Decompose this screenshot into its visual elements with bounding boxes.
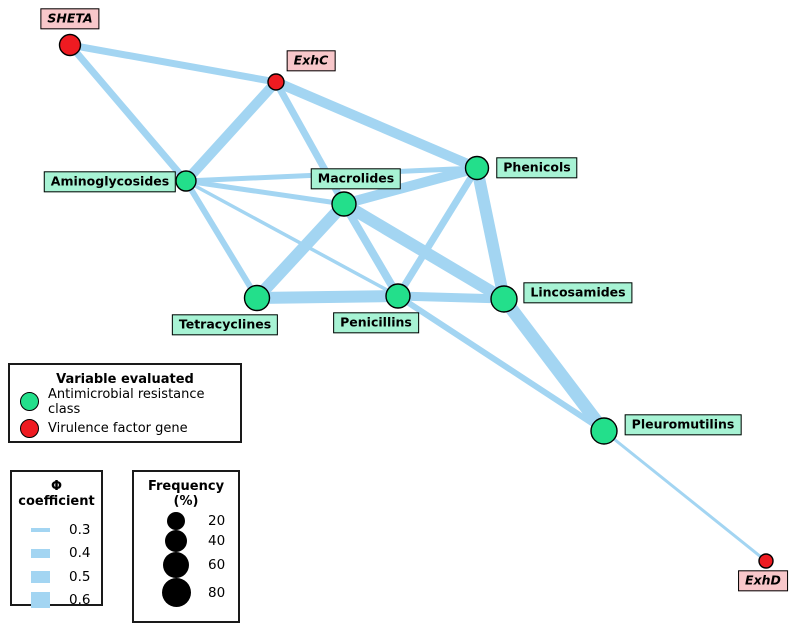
node-label-SHETA: SHETA [40, 8, 99, 29]
phi-bar-0 [31, 528, 50, 533]
freq-circle-2 [163, 552, 189, 578]
freq-row-1 [134, 530, 238, 552]
amr-class-label: Antimicrobial resistance class [48, 386, 205, 417]
freq-circle-3 [162, 578, 191, 607]
edge-Macrolides-Tetracyclines [257, 204, 344, 298]
phi-value-0: 0.3 [69, 521, 91, 538]
freq-value-1: 40 [208, 533, 226, 549]
node-label-Penicillins: Penicillins [333, 312, 419, 333]
freq-value-3: 80 [208, 584, 226, 601]
legend-phi-title: Φ coefficient [18, 479, 95, 509]
phi-value-3: 0.6 [69, 592, 91, 609]
virulence-gene-swatch-icon [20, 419, 39, 438]
legend-variable-title: Variable evaluated [56, 372, 194, 387]
freq-value-0: 20 [208, 513, 226, 529]
phi-row-3 [12, 589, 101, 613]
legend-frequency [132, 470, 240, 623]
node-Aminoglycosides [176, 171, 196, 191]
freq-row-0 [134, 512, 238, 530]
phi-bar-3 [31, 592, 50, 608]
frequency-rows [134, 512, 238, 607]
node-label-ExhD: ExhD [738, 570, 788, 591]
freq-value-2: 60 [208, 557, 226, 573]
edge-Penicillins-Lincosamides [398, 296, 504, 299]
phi-row-0 [12, 518, 101, 542]
node-label-Lincosamides: Lincosamides [523, 282, 632, 303]
node-SHETA [60, 35, 81, 56]
edge-ExhC-Aminoglycosides [186, 82, 276, 181]
node-Lincosamides [491, 286, 517, 312]
phi-value-2: 0.5 [69, 568, 91, 585]
freq-circle-1 [165, 530, 187, 552]
freq-row-2 [134, 552, 238, 578]
edge-Pleuromutilins-ExhD [604, 431, 766, 561]
node-ExhC [268, 74, 284, 90]
node-label-Macrolides: Macrolides [311, 168, 401, 189]
legend-variable-evaluated [8, 363, 242, 443]
phi-bar-2 [31, 571, 50, 583]
edge-Penicillins-Pleuromutilins [398, 296, 604, 431]
edge-ExhC-Phenicols [276, 82, 477, 168]
phi-row-2 [12, 565, 101, 589]
virulence-gene-label: Virulence factor gene [48, 421, 188, 436]
node-Tetracyclines [245, 286, 270, 311]
node-label-Aminoglycosides: Aminoglycosides [44, 171, 176, 192]
phi-bar-1 [31, 549, 50, 558]
edge-Lincosamides-Pleuromutilins [504, 299, 604, 431]
node-Macrolides [332, 192, 356, 216]
phi-row-1 [12, 542, 101, 566]
legend-phi-coefficient [10, 470, 103, 609]
node-Pleuromutilins [591, 418, 617, 444]
legend-item-virulence-gene [10, 416, 240, 441]
node-label-Pleuromutilins: Pleuromutilins [625, 414, 742, 435]
node-label-Phenicols: Phenicols [496, 157, 577, 178]
freq-circle-0 [167, 512, 185, 530]
node-label-ExhC: ExhC [287, 50, 336, 71]
phi-rows [12, 518, 101, 612]
node-Penicillins [386, 284, 410, 308]
node-label-Tetracyclines: Tetracyclines [172, 314, 278, 335]
edge-Tetracyclines-Penicillins [257, 296, 398, 298]
amr-class-swatch-icon [20, 392, 39, 411]
freq-row-3 [134, 578, 238, 607]
legend-item-amr-class [10, 386, 240, 417]
node-ExhD [759, 554, 773, 568]
phi-value-1: 0.4 [69, 545, 91, 562]
node-Phenicols [466, 157, 489, 180]
legend-frequency-title: Frequency (%) [147, 479, 225, 509]
